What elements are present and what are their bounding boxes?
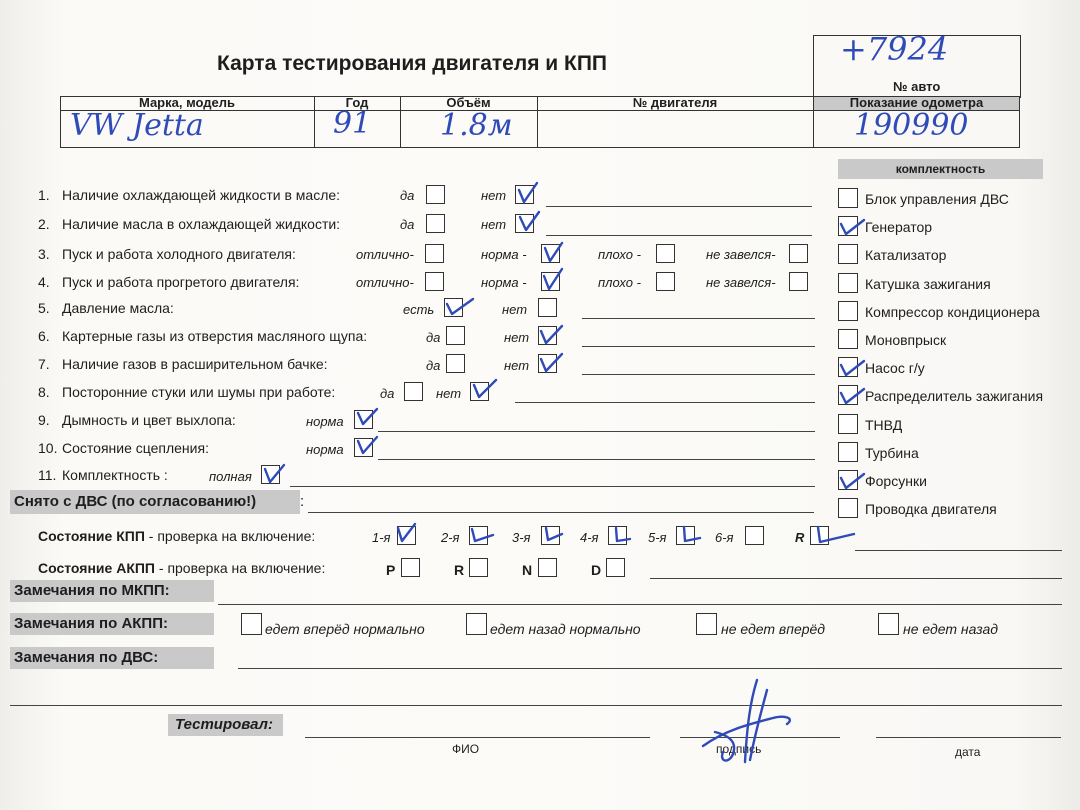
check-4-opt-normal: норма - [481, 275, 527, 290]
check-5-text: Давление масла: [62, 300, 174, 316]
akpp-back-ok-box[interactable] [466, 613, 487, 635]
check-3-opt-bad: плохо - [598, 247, 641, 262]
completeness-item-label: Насос г/у [865, 360, 925, 376]
check-5-opt-yes: есть [403, 302, 435, 317]
check-1-no-mark [515, 181, 543, 207]
removed-line [308, 512, 814, 513]
akpp-label [38, 560, 325, 576]
check-3-text: Пуск и работа холодного двигателя: [62, 246, 296, 262]
remarks-dvs-line-2 [10, 705, 1062, 706]
volume-value: 1.8м [440, 108, 513, 143]
check-2-num: 2. [38, 216, 50, 232]
gear-6-label: 6-я [715, 530, 734, 545]
check-4-text: Пуск и работа прогретого двигателя: [62, 274, 300, 290]
akpp-label-text: - проверка на включение: [155, 560, 326, 576]
removed-label: Снято с ДВС (по согласованию!) [14, 493, 257, 510]
akpp-no-back-box[interactable] [878, 613, 899, 635]
check-3-opt-nostart: не завелся- [706, 247, 776, 262]
check-10-normal-mark [353, 431, 383, 459]
odometer-header: Показание одометра [849, 95, 984, 110]
col-engine-no-header: № двигателя [632, 95, 718, 110]
check-3-excellent-box[interactable] [425, 244, 444, 263]
date-line [876, 737, 1061, 738]
col-year-header: Год [345, 95, 369, 110]
completeness-item-checkmark [836, 466, 868, 494]
akpp-no-back-label: не едет назад [903, 621, 998, 637]
check-5-line [582, 318, 815, 319]
check-6-opt-yes: да [426, 330, 441, 345]
completeness-item-box[interactable] [838, 244, 858, 264]
check-2-opt-no: нет [481, 217, 507, 232]
completeness-item-box[interactable] [838, 329, 858, 349]
check-4-opt-nostart: не завелся- [706, 275, 776, 290]
check-4-num: 4. [38, 274, 50, 290]
check-3-num: 3. [38, 246, 50, 262]
akpp-fwd-ok-label: едет вперёд нормально [265, 621, 425, 637]
completeness-item-label: Катушка зажигания [865, 276, 991, 292]
completeness-item-checkmark [836, 353, 868, 381]
completeness-item-checkmark [836, 212, 868, 240]
signature-caption: подпись [716, 742, 762, 756]
check-2-yes-box[interactable] [426, 214, 445, 233]
gear-1-label: 1-я [372, 530, 391, 545]
completeness-header: комплектность [895, 162, 986, 176]
check-4-bad-box[interactable] [656, 272, 675, 291]
removed-colon: : [300, 493, 305, 510]
col-model-header: Марка, модель [138, 95, 236, 110]
check-6-no-mark [537, 320, 567, 348]
fio-caption: ФИО [452, 742, 480, 756]
check-1-line [546, 206, 812, 207]
kpp-label [38, 528, 315, 544]
completeness-item-box[interactable] [838, 273, 858, 293]
completeness-item-box[interactable] [838, 414, 858, 434]
remarks-akpp-label: Замечания по АКПП: [14, 615, 168, 632]
completeness-item-box[interactable] [838, 301, 858, 321]
check-9-opt-normal: норма [306, 414, 344, 429]
check-7-no-mark [537, 348, 567, 376]
completeness-item-box[interactable] [838, 498, 858, 518]
check-8-num: 8. [38, 384, 50, 400]
check-7-opt-no: нет [504, 358, 530, 373]
remarks-mkpp-line [218, 604, 1062, 605]
akpp-d-box[interactable] [606, 558, 625, 577]
check-5-no-box[interactable] [538, 298, 557, 317]
gear-r-mark [808, 518, 860, 550]
check-4-nostart-box[interactable] [789, 272, 808, 291]
check-5-num: 5. [38, 300, 50, 316]
check-8-line [515, 402, 815, 403]
check-9-line [378, 431, 815, 432]
gear-4-mark [606, 518, 636, 548]
completeness-item-box[interactable] [838, 442, 858, 462]
akpp-d-label: D [591, 562, 602, 578]
gear-3-label: 3-я [512, 530, 531, 545]
completeness-item-label: Распределитель зажигания [865, 388, 1044, 404]
date-caption: дата [955, 745, 981, 759]
akpp-n-label: N [522, 562, 533, 578]
gear-r-label: R [795, 530, 805, 545]
gear-4-label: 4-я [580, 530, 599, 545]
completeness-item-label: Блок управления ДВС [865, 191, 1009, 207]
completeness-item-label: Форсунки [865, 473, 927, 489]
check-10-text: Состояние сцепления: [62, 440, 209, 456]
check-9-text: Дымность и цвет выхлопа: [62, 412, 236, 428]
remarks-mkpp-label: Замечания по МКПП: [14, 582, 170, 599]
remarks-dvs-label: Замечания по ДВС: [14, 649, 159, 666]
check-11-opt-full: полная [209, 469, 252, 484]
check-7-yes-box[interactable] [446, 354, 465, 373]
completeness-item-label: Турбина [865, 445, 919, 461]
completeness-item-label: Проводка двигателя [865, 501, 997, 517]
check-8-opt-no: нет [436, 386, 462, 401]
gear-1-mark [380, 518, 420, 548]
check-2-text: Наличие масла в охлаждающей жидкости: [62, 216, 341, 232]
check-9-num: 9. [38, 412, 50, 428]
completeness-item-label: ТНВД [865, 417, 903, 433]
odometer-value: 190990 [854, 108, 969, 143]
check-1-num: 1. [38, 187, 50, 203]
kpp-line [855, 550, 1062, 551]
check-10-line [378, 459, 815, 460]
gear-5-label: 5-я [648, 530, 667, 545]
check-5-yes-mark [443, 291, 483, 319]
completeness-item-label: Моновпрыск [865, 332, 947, 348]
check-4-excellent-box[interactable] [425, 272, 444, 291]
check-2-opt-yes: да [400, 217, 415, 232]
akpp-r-label: R [454, 562, 465, 578]
check-3-opt-excellent: отлично- [356, 247, 414, 262]
check-3-normal-mark [540, 238, 568, 266]
check-11-text: Комплектность : [62, 467, 168, 483]
akpp-fwd-ok-box[interactable] [241, 613, 262, 635]
gear-3-mark [534, 518, 568, 548]
akpp-n-box[interactable] [538, 558, 557, 577]
check-5-opt-no: нет [502, 302, 528, 317]
fio-line [305, 737, 650, 738]
check-3-bad-box[interactable] [656, 244, 675, 263]
gear-5-mark [674, 518, 704, 548]
check-8-no-mark [468, 376, 502, 404]
check-1-opt-yes: да [400, 188, 415, 203]
page-title: Карта тестирования двигателя и КПП [217, 52, 608, 75]
kpp-label-text: - проверка на включение: [144, 528, 316, 544]
akpp-no-fwd-label: не едет вперёд [721, 621, 826, 637]
check-2-no-mark [515, 208, 545, 236]
akpp-label-bold: Состояние АКПП [38, 560, 155, 576]
check-2-line [546, 235, 812, 236]
signature-scribble [695, 672, 805, 772]
check-3-nostart-box[interactable] [789, 244, 808, 263]
check-8-yes-box[interactable] [404, 382, 423, 401]
completeness-item-label: Катализатор [865, 247, 947, 263]
check-8-text: Посторонние стуки или шумы при работе: [62, 384, 336, 400]
check-10-opt-normal: норма [306, 442, 344, 457]
tested-by-label: Тестировал: [175, 716, 273, 733]
check-11-full-mark [260, 459, 290, 487]
akpp-r-box[interactable] [469, 558, 488, 577]
check-7-num: 7. [38, 356, 50, 372]
check-4-normal-mark [539, 265, 567, 295]
check-9-normal-mark [353, 403, 383, 431]
check-6-line [582, 346, 815, 347]
gear-2-mark [467, 518, 497, 548]
check-1-text: Наличие охлаждающей жидкости в масле: [62, 187, 341, 203]
gear-6-box[interactable] [745, 526, 764, 545]
completeness-item-checkmark [836, 381, 868, 409]
check-4-opt-bad: плохо - [598, 275, 641, 290]
gear-2-label: 2-я [441, 530, 460, 545]
completeness-item-box[interactable] [838, 188, 858, 208]
check-6-num: 6. [38, 328, 50, 344]
check-11-line [290, 486, 815, 487]
check-3-opt-normal: норма - [481, 247, 527, 262]
check-1-opt-no: нет [481, 188, 507, 203]
akpp-p-box[interactable] [401, 558, 420, 577]
akpp-p-label: P [386, 562, 396, 578]
akpp-no-fwd-box[interactable] [696, 613, 717, 635]
check-11-num: 11. [38, 467, 57, 483]
completeness-item-label: Компрессор кондиционера [865, 304, 1040, 320]
check-6-text: Картерные газы из отверстия масляного щупа: [62, 328, 368, 344]
check-10-num: 10. [38, 440, 58, 456]
kpp-label-bold: Состояние КПП [38, 528, 145, 544]
check-6-yes-box[interactable] [446, 326, 465, 345]
car-number-value: +7924 [840, 30, 949, 68]
year-value: 91 [333, 106, 372, 141]
col-volume-header: Объём [446, 95, 491, 110]
remarks-dvs-line [238, 668, 1062, 669]
akpp-line [650, 578, 1062, 579]
akpp-back-ok-label: едет назад нормально [490, 621, 641, 637]
check-7-line [582, 374, 815, 375]
check-7-text: Наличие газов в расширительном бачке: [62, 356, 328, 372]
check-7-opt-yes: да [426, 358, 441, 373]
model-value: VW Jetta [70, 108, 204, 143]
check-1-yes-box[interactable] [426, 185, 445, 204]
check-8-opt-yes: да [380, 386, 395, 401]
check-6-opt-no: нет [504, 330, 530, 345]
car-number-label: № авто [893, 79, 941, 94]
completeness-item-label: Генератор [865, 219, 933, 235]
check-4-opt-excellent: отлично- [356, 275, 414, 290]
